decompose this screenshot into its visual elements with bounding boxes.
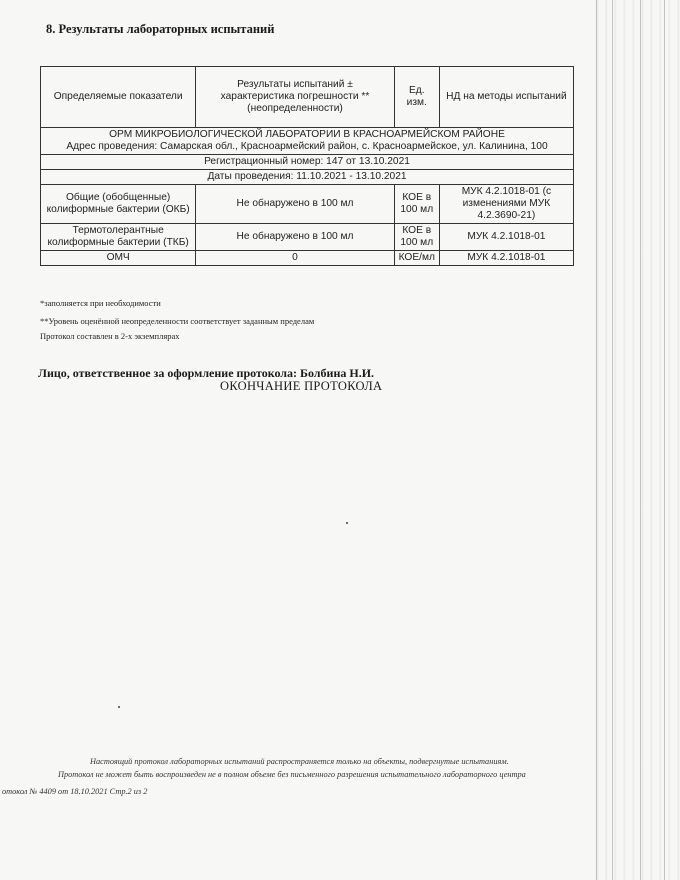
note-copies: Протокол составлен в 2-х экземплярах <box>40 331 180 341</box>
cell-method: МУК 4.2.1018-01 <box>439 224 573 251</box>
scan-edge-line <box>664 0 665 880</box>
note-optional: *заполняется при необходимости <box>40 298 161 308</box>
section-title: 8. Результаты лабораторных испытаний <box>46 22 275 36</box>
results-table <box>40 66 574 266</box>
scan-edge-shadow <box>590 0 680 880</box>
scan-speck <box>118 706 120 708</box>
table-row <box>41 170 574 185</box>
table-row <box>41 185 574 224</box>
footer-page-ref: отокол № 4409 от 18.10.2021 Стр.2 из 2 <box>2 787 148 796</box>
header-unit: Ед. изм. <box>394 67 439 128</box>
header-result: Результаты испытаний ± характеристика погрешности **(неопределенности) <box>196 67 394 128</box>
table-row <box>41 128 574 155</box>
footer-reproduction-note: Протокол не может быть воспроизведен не в полном объеме без письменного разрешения испытательного лабораторного центра <box>58 770 526 779</box>
cell-result: Не обнаружено в 100 мл <box>196 224 394 251</box>
scan-speck <box>346 522 348 524</box>
cell-method: МУК 4.2.1018-01 (с изменениями МУК 4.2.3690-21) <box>439 185 573 224</box>
lab-address: Адрес проведения: Самарская обл., Красноармейский район, с. Красноармейское, ул. Калинина, 100 <box>66 141 548 152</box>
cell-indicator: ОМЧ <box>41 251 196 266</box>
registration-number: Регистрационный номер: 147 от 13.10.2021 <box>41 155 574 170</box>
header-method: НД на методы испытаний <box>439 67 573 128</box>
note-uncertainty: **Уровень оценённой неопределенности соответствует заданным пределам <box>40 316 315 326</box>
header-indicator: Определяемые показатели <box>41 67 196 128</box>
table-header-row <box>41 67 574 128</box>
cell-unit: КОЕ/мл <box>394 251 439 266</box>
scan-edge-line <box>612 0 613 880</box>
test-dates: Даты проведения: 11.10.2021 - 13.10.2021 <box>41 170 574 185</box>
table-row <box>41 155 574 170</box>
cell-method: МУК 4.2.1018-01 <box>439 251 573 266</box>
table-row <box>41 251 574 266</box>
cell-unit: КОЕ в 100 мл <box>394 224 439 251</box>
scan-edge-line <box>596 0 597 880</box>
cell-indicator: Общие (обобщенные) колиформные бактерии (ОКБ) <box>41 185 196 224</box>
cell-result: 0 <box>196 251 394 266</box>
table-row <box>41 224 574 251</box>
cell-result: Не обнаружено в 100 мл <box>196 185 394 224</box>
cell-unit: КОЕ в 100 мл <box>394 185 439 224</box>
scan-edge-line <box>640 0 641 880</box>
cell-indicator: Термотолерантные колиформные бактерии (ТКБ) <box>41 224 196 251</box>
footer-scope-note: Настоящий протокол лабораторных испытаний распространяется только на объекты, подвергнутые испытаниям. <box>90 757 509 766</box>
protocol-end: ОКОНЧАНИЕ ПРОТОКОЛА <box>220 379 383 393</box>
responsible-person: Лицо, ответственное за оформление протокола: Болбина Н.И. <box>38 366 375 380</box>
lab-name-text: ОРМ МИКРОБИОЛОГИЧЕСКОЙ ЛАБОРАТОРИИ В КРАСНОАРМЕЙСКОМ РАЙОНЕ <box>109 129 505 140</box>
lab-name <box>41 128 574 155</box>
